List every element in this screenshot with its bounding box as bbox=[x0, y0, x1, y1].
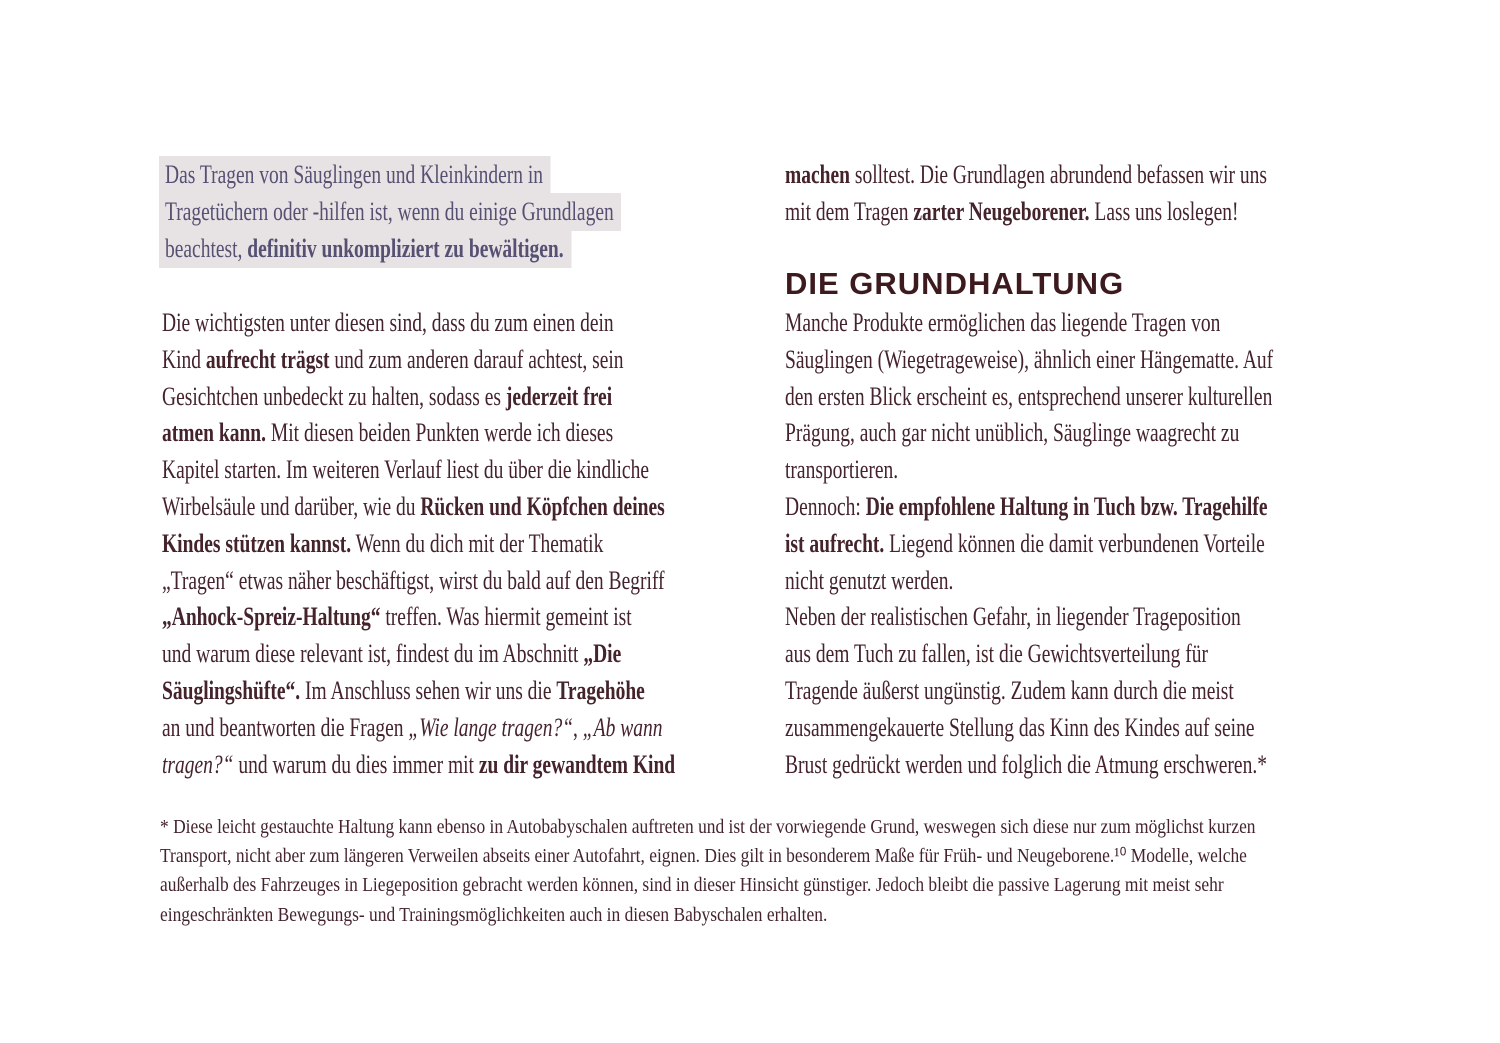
text-segment: aufrecht trägst bbox=[205, 344, 330, 374]
text-line bbox=[160, 842, 1256, 871]
text-line bbox=[785, 157, 1267, 194]
text-segment: Mit diesen beiden Punkten werde ich dieses bbox=[266, 418, 614, 448]
text-segment: solltest. Die Grundlagen abrundend befassen wir uns bbox=[850, 160, 1267, 189]
text-segment: Das Tragen von Säuglingen und Kleinkindern in bbox=[165, 160, 544, 189]
text-segment: mit dem Tragen bbox=[785, 196, 914, 226]
text-segment: an und beantworten die Fragen bbox=[162, 712, 409, 742]
text-segment: Lass uns loslegen! bbox=[1089, 196, 1239, 226]
left-column-paragraph bbox=[162, 305, 846, 783]
footnote bbox=[160, 813, 1449, 930]
text-line bbox=[785, 526, 1273, 563]
text-segment: Gesichtchen unbedeckt zu halten, sodass es bbox=[162, 381, 506, 411]
text-segment: zusammengekauerte Stellung das Kinn des Kindes auf seine bbox=[785, 712, 1255, 742]
text-segment: den ersten Blick erscheint es, entsprechend unserer kulturellen bbox=[785, 381, 1273, 411]
text-segment: Säuglingshüfte“. bbox=[162, 675, 301, 705]
text-segment: treffen. Was hiermit gemeint ist bbox=[380, 602, 632, 632]
text-segment: Tragehöhe bbox=[556, 675, 645, 705]
text-segment: und zum anderen darauf achtest, sein bbox=[329, 344, 624, 374]
text-line bbox=[785, 673, 1273, 710]
text-segment: „Wie lange tragen?“ bbox=[408, 712, 574, 742]
text-segment: Brust gedrückt werden und folglich die Atmung erschweren.* bbox=[785, 749, 1267, 779]
text-segment: Die empfohlene Haltung in Tuch bzw. Tragehilfe bbox=[865, 491, 1268, 521]
text-segment: , bbox=[573, 712, 583, 742]
text-line bbox=[785, 636, 1273, 673]
text-line bbox=[160, 901, 1256, 930]
text-segment: Tragetüchern oder -hilfen ist, wenn du einige Grundlagen bbox=[165, 196, 614, 226]
text-segment: Dennoch: bbox=[785, 491, 866, 521]
text-segment: zu dir gewandtem Kind bbox=[478, 749, 676, 779]
text-segment: Säuglingen (Wiegetrageweise), ähnlich einer Hängematte. Auf bbox=[785, 344, 1274, 374]
text-segment: beachtest, bbox=[165, 233, 248, 263]
text-line bbox=[162, 636, 675, 673]
text-segment: Tragende äußerst ungünstig. Zudem kann durch die meist bbox=[785, 675, 1234, 705]
text-segment: Kindes stützen kannst. bbox=[162, 528, 352, 558]
text-line bbox=[162, 747, 675, 784]
text-segment: zarter Neugeborener. bbox=[913, 196, 1090, 226]
text-segment: „Die bbox=[583, 639, 622, 669]
text-line bbox=[785, 342, 1273, 379]
text-line bbox=[159, 194, 621, 231]
text-line bbox=[162, 599, 675, 636]
text-line bbox=[162, 710, 675, 747]
text-segment: Liegend können die damit verbundenen Vorteile bbox=[884, 528, 1265, 558]
text-segment: ist aufrecht. bbox=[785, 528, 885, 558]
text-segment: aus dem Tuch zu fallen, ist die Gewichtsverteilung für bbox=[785, 639, 1208, 669]
text-segment: eingeschränkten Bewegungs- und Trainingsmöglichkeiten auch in diesen Babyschalen erhalten. bbox=[160, 903, 828, 926]
text-segment: Wenn du dich mit der Thematik bbox=[351, 528, 604, 558]
text-segment: Die wichtigsten unter diesen sind, dass du zum einen dein bbox=[162, 308, 614, 337]
right-column-intro-paragraph bbox=[785, 157, 1428, 231]
intro-highlight-paragraph bbox=[159, 157, 775, 267]
text-line bbox=[159, 231, 621, 268]
text-line bbox=[785, 489, 1273, 526]
text-line bbox=[162, 673, 675, 710]
text-line bbox=[785, 599, 1273, 636]
text-segment: und warum diese relevant ist, findest du im Abschnitt bbox=[162, 639, 584, 669]
text-line bbox=[159, 157, 621, 194]
text-line bbox=[785, 452, 1273, 489]
text-segment: Wirbelsäule und darüber, wie du bbox=[162, 491, 421, 521]
right-column-paragraph bbox=[785, 305, 1436, 783]
text-segment: transportieren. bbox=[785, 455, 899, 485]
section-heading: DIE GRUNDHALTUNG bbox=[785, 266, 1125, 301]
text-segment: tragen?“ bbox=[162, 749, 234, 779]
text-segment: „Ab wann bbox=[582, 712, 663, 742]
text-line bbox=[785, 305, 1273, 342]
text-line bbox=[160, 871, 1256, 900]
text-segment: Kapitel starten. Im weiteren Verlauf liest du über die kindliche bbox=[162, 455, 649, 485]
text-line bbox=[785, 379, 1273, 416]
text-segment: nicht genutzt werden. bbox=[785, 565, 954, 595]
text-segment: Im Anschluss sehen wir uns die bbox=[300, 675, 557, 705]
text-line bbox=[785, 194, 1267, 231]
text-line bbox=[162, 526, 675, 563]
text-segment: und warum du dies immer mit bbox=[233, 749, 479, 779]
text-line bbox=[162, 489, 675, 526]
text-segment: „Anhock-Spreiz-Haltung“ bbox=[162, 602, 381, 632]
highlight-box bbox=[159, 230, 571, 268]
text-segment: „Tragen“ etwas näher beschäftigst, wirst du bald auf den Begriff bbox=[162, 565, 665, 595]
text-segment: jederzeit frei bbox=[505, 381, 613, 411]
highlight-box bbox=[159, 156, 551, 194]
text-segment: Prägung, auch gar nicht unüblich, Säuglinge waagrecht zu bbox=[785, 418, 1240, 448]
text-segment: definitiv unkompliziert zu bewältigen. bbox=[247, 233, 564, 263]
highlight-box bbox=[159, 193, 621, 231]
text-line bbox=[162, 563, 675, 600]
text-segment: machen bbox=[785, 160, 851, 189]
text-line bbox=[162, 415, 675, 452]
text-segment: Rücken und Köpfchen deines bbox=[420, 491, 665, 521]
text-line bbox=[162, 379, 675, 416]
text-line bbox=[160, 813, 1256, 842]
text-segment: Manche Produkte ermöglichen das liegende Tragen von bbox=[785, 308, 1221, 337]
text-line bbox=[785, 415, 1273, 452]
text-segment: außerhalb des Fahrzeuges in Liegeposition gebracht werden können, sind in dieser Hinsicht günstiger. Jedoch bleibt die passive Lagerung mit meist sehr bbox=[160, 874, 1224, 897]
text-line bbox=[785, 747, 1273, 784]
text-segment: atmen kann. bbox=[162, 418, 267, 448]
text-segment: * Diese leicht gestauchte Haltung kann ebenso in Autobabyschalen auftreten und ist der vorwiegende Grund, weswegen sich diese nur zum möglichst kurzen bbox=[160, 816, 1256, 838]
text-line bbox=[162, 305, 675, 342]
text-line bbox=[162, 342, 675, 379]
text-line bbox=[162, 452, 675, 489]
text-segment: Neben der realistischen Gefahr, in liegender Trageposition bbox=[785, 602, 1241, 632]
text-segment: Kind bbox=[162, 344, 206, 374]
text-line bbox=[785, 563, 1273, 600]
text-line bbox=[785, 710, 1273, 747]
text-segment: Transport, nicht aber zum längeren Verweilen abseits einer Autofahrt, eignen. Dies gilt in besonderem Maße für Früh- und Neugeborene.¹⁰ Modelle, welche bbox=[160, 845, 1247, 868]
